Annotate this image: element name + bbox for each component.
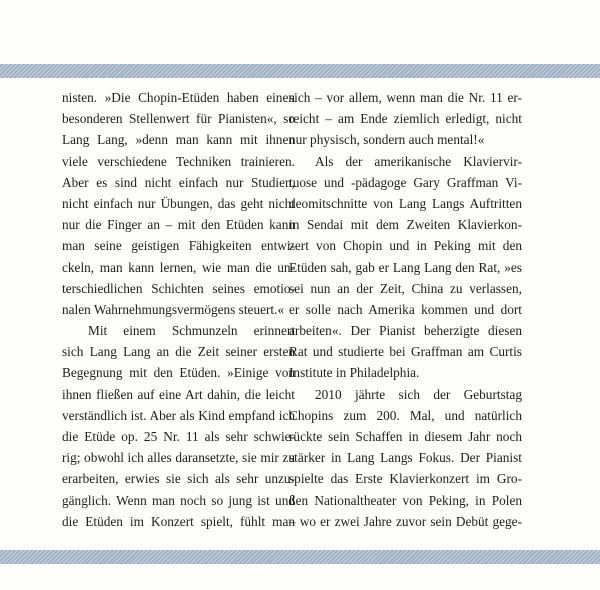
text-line: spielte das Erste Klavierkonzert im Gro-	[289, 471, 522, 487]
text-line: Etüden sah, gab er Lang Lang den Rat, »es	[289, 259, 522, 275]
right-text-column	[289, 87, 522, 532]
text-line: – wo er zwei Jahre zuvor sein Debüt gege-	[289, 513, 522, 529]
text-line: Mit einem Schmunzeln erinnert	[88, 323, 295, 339]
text-line: nur physisch, sondern auch mental!«	[289, 132, 485, 148]
text-line: stärker in Lang Langs Fokus. Der Pianist	[289, 450, 522, 466]
text-line: erarbeiten, erwies sie sich als sehr unzu-	[62, 471, 295, 487]
text-line: gänglich. Wenn man noch so jung ist und	[62, 492, 295, 508]
text-line: nur die Finger an – mit den Etüden kann	[62, 217, 295, 233]
text-line: zert von Chopin und in Peking mit den	[289, 238, 522, 254]
text-line: besonderen Stellenwert für Pianisten«, so	[62, 111, 295, 127]
text-line: sich – vor allem, wenn man die Nr. 11 er-	[289, 90, 522, 105]
text-line: terschiedlichen Schichten seines emotio-	[62, 280, 295, 296]
text-line: nisten. »Die Chopin-Etüden haben einen	[62, 90, 295, 105]
text-line: Als der amerikanische Klaviervir-	[315, 153, 522, 169]
text-line: Aber es sind nicht einfach nur Studien,	[62, 174, 295, 190]
text-line: 2010 jährte sich der Geburtstag	[315, 386, 522, 402]
text-line: nalen Wahrnehmungsvermögens steuert.«	[62, 301, 285, 317]
text-line: Rat und studierte bei Graffman am Curtis	[289, 344, 522, 360]
bottom-decorative-band	[0, 550, 600, 564]
text-line: arbeiten«. Der Pianist beherzigte diesen	[289, 323, 522, 339]
text-line: Lang Lang, »denn man kann mit ihnen	[62, 132, 295, 148]
text-line: die Etüden im Konzert spielt, fühlt man	[62, 513, 295, 529]
text-line: nicht einfach nur Übungen, das geht nicht	[62, 195, 295, 211]
text-line: reicht – am Ende ziemlich erledigt, nicht	[289, 111, 522, 127]
text-line: sich Lang Lang an die Zeit seiner ersten	[62, 344, 295, 360]
text-line: Chopins zum 200. Mal, und natürlich	[289, 407, 522, 423]
text-line: rig; obwohl ich alles daransetzte, sie mir zu	[62, 450, 295, 466]
text-line: man seine geistigen Fähigkeiten entwi-	[62, 238, 295, 254]
text-line: ihnen fließen auf eine Art dahin, die leicht	[62, 386, 295, 402]
top-decorative-band	[0, 64, 600, 78]
text-line: ßen Nationaltheater von Peking, in Polen	[289, 492, 522, 508]
text-line: Begegnung mit den Etüden. »Einige von	[62, 365, 295, 381]
text-line: viele verschiedene Techniken trainieren.	[62, 153, 295, 169]
left-text-column	[62, 87, 295, 532]
text-line: tuose und -pädagoge Gary Graffman Vi-	[289, 174, 522, 190]
text-line: sei nun an der Zeit, China zu verlassen,	[289, 280, 522, 296]
text-line: Institute in Philadelphia.	[289, 365, 420, 381]
text-line: in Sendai mit dem Zweiten Klavierkon-	[289, 217, 522, 233]
text-line: er solle nach Amerika kommen und dort	[289, 301, 522, 317]
text-line: ckeln, man kann lernen, wie man die un-	[62, 259, 295, 275]
text-line: deomitschnitte von Lang Langs Auftritten	[289, 195, 522, 211]
text-line: verständlich ist. Aber als Kind empfand ich	[62, 407, 295, 423]
text-line: rückte sein Schaffen in diesem Jahr noch	[289, 429, 522, 444]
text-line: die Etüde op. 25 Nr. 11 als sehr schwie-	[62, 429, 295, 444]
